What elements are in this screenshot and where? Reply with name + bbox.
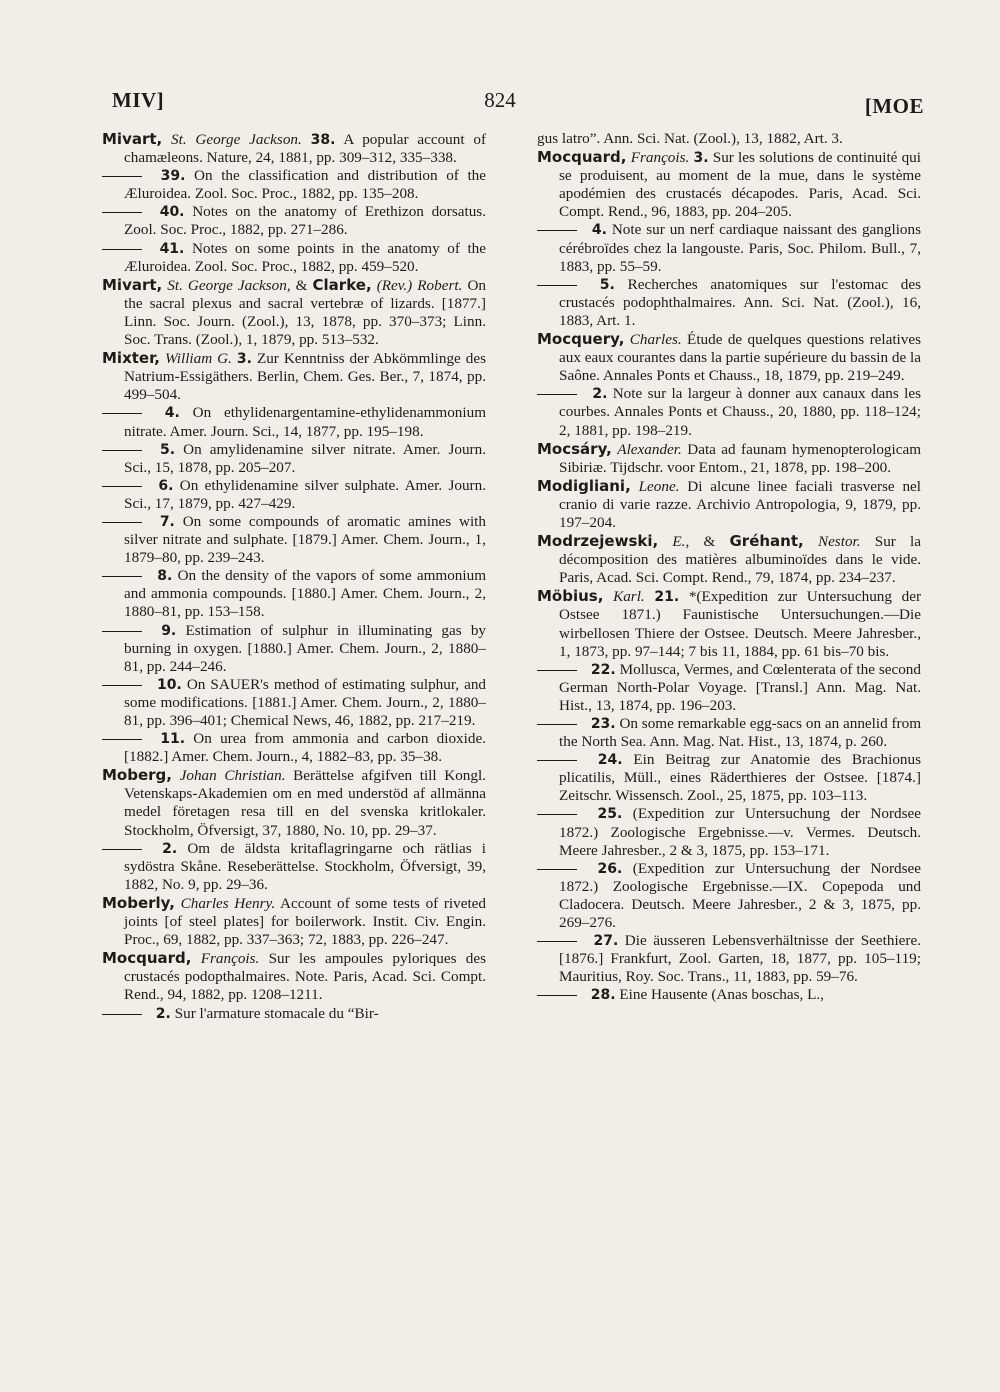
author-forename: William G. (164, 350, 232, 368)
author-name: Moberly, (102, 893, 175, 912)
ditto-dash (537, 670, 577, 671)
ditto-dash (102, 413, 142, 414)
coauthor-name: Clarke, (312, 275, 372, 294)
author-forename: Alexander. (617, 440, 682, 458)
sub-entry (537, 751, 921, 805)
bibliography-entry (537, 440, 921, 477)
left-column (102, 130, 486, 1023)
entry-number: 3. (693, 150, 709, 167)
sub-entry (102, 477, 486, 513)
ditto-dash (102, 450, 142, 451)
citation-text: On ethylidenargentamine-ethylidenammonium nitrate. Amer. Journ. Sci., 14, 1877, pp. 195–198. (124, 404, 487, 440)
citation-text: gus latro”. Ann. Sci. Nat. (Zool.), 13, 1882, Art. 3. (537, 130, 843, 147)
ditto-dash (537, 230, 577, 231)
entry-number: 8. (157, 568, 173, 585)
citation-text: Sur les ampoules pyloriques des crustacés podopthalmaires. Note. Paris, Acad. Sci. Compt. Rend., 94, 1882, pp. 1208–1211. (124, 950, 486, 1004)
entry-number: 5. (160, 441, 176, 458)
citation-text: On SAUER's method of estimating sulphur, and some modifications. [1881.] Amer. Chem. Journ., 2, 1880–81, pp. 396–401; Chemical News, 46, 1882, pp. 217–219. (124, 675, 487, 729)
entry-continuation (537, 130, 921, 148)
entry-number: 2. (162, 840, 178, 857)
citation-text: Notes on the anatomy of Erethizon dorsatus. Zool. Soc. Proc., 1882, pp. 271–286. (124, 203, 487, 239)
bibliography-entry (537, 148, 921, 221)
author-forename: Charles Henry. (180, 894, 276, 912)
entry-number: 7. (159, 513, 175, 530)
ditto-dash (102, 249, 142, 250)
sub-entry (102, 404, 486, 440)
entry-number: 39. (160, 168, 186, 185)
author-name: Möbius, (537, 587, 604, 606)
citation-text: On ethylidenamine silver sulphate. Amer. Journ. Sci., 17, 1879, pp. 427–429. (124, 476, 487, 512)
ditto-dash (102, 739, 142, 740)
entry-number: 10. (157, 676, 182, 693)
ditto-dash (537, 724, 577, 725)
author-forename: François. (200, 950, 260, 968)
author-forename: St. George Jackson. (171, 131, 302, 148)
ditto-dash (102, 631, 142, 632)
sub-entry (537, 805, 921, 859)
citation-text: On some remarkable egg-sacs on an annelid from the North Sea. Ann. Mag. Nat. Hist., 13, 1874, p. 260. (559, 715, 922, 751)
citation-text: Recherches anatomiques sur l'estomac des crustacés podophthalmaires. Ann. Sci. Nat. (Zool.), 16, 1883, Art. 1. (559, 275, 922, 329)
citation-text: On the density of the vapors of some ammonium and ammonia compounds. [1880.] Amer. Chem. Journ., 2, 1880–81, pp. 153–158. (124, 567, 487, 621)
author-name: Mocquery, (537, 330, 625, 349)
citation-text: Eine Hausente (Anas boschas, L., (619, 986, 824, 1004)
ditto-dash (537, 285, 577, 286)
citation-text: Data ad faunam hymenopterologicam Sibiriæ. Tijdschr. voor Entom., 21, 1878, pp. 198–200. (559, 440, 922, 476)
sub-entry (102, 203, 486, 239)
sub-entry (537, 221, 921, 275)
author-forename: Charles. (629, 331, 682, 349)
author-forename: Johan Christian. (179, 767, 286, 785)
entry-number: 38. (310, 132, 336, 148)
sub-entry (537, 932, 921, 986)
sub-entry (537, 860, 921, 932)
ditto-dash (102, 486, 142, 487)
author-forename: Karl. (613, 588, 645, 606)
bibliography-entry (537, 477, 921, 532)
entry-number: 2. (592, 386, 608, 403)
sub-entry (537, 715, 921, 751)
citation-text: A popular account of chamæleons. Nature, 24, 1881, pp. 309–312, 335–338. (124, 131, 486, 167)
entry-number: 22. (590, 661, 616, 678)
running-head-right: [MOE (864, 94, 924, 118)
citation-text: (Expedition zur Untersuchung der Nordsee 1872.) Zoologische Ergebnisse.—IX. Copepoda und Cladocera. Deutsch. Meere Jahresber., 2 & 3, 1875, pp. 269–276. (559, 859, 922, 932)
sub-entry (102, 441, 486, 477)
citation-text: Die äusseren Lebensverhältnisse der Seethiere. [1876.] Frankfurt, Zool. Garten, 18, 1877, pp. 105–119; Mauritius, Roy. Soc. Trans., 11, 1883, pp. 59–76. (559, 932, 922, 986)
bibliography-entry (102, 349, 486, 404)
entry-number: 4. (164, 405, 180, 422)
ditto-dash (537, 760, 577, 761)
sub-entry (102, 840, 486, 894)
ditto-dash (537, 869, 577, 870)
ditto-dash (537, 995, 577, 996)
sub-entry (537, 661, 921, 715)
author-joiner: & (295, 276, 308, 294)
entry-number: 41. (159, 240, 185, 257)
author-forename: St. George Jackson, (167, 276, 291, 294)
bibliography-entry (102, 949, 486, 1004)
entry-number: 23. (590, 716, 616, 732)
coauthor-forename: Nestor. (817, 533, 861, 551)
author-forename: Leone. (638, 477, 680, 495)
sub-entry (537, 385, 921, 439)
page-number: 824 (484, 88, 516, 112)
citation-text: Berättelse afgifven till Kongl. Vetenskaps-Akademien om en med understöd af allmänna medel företagen resa till en del svenska kritlokaler. Stockholm, Öfversigt, 37, 1880, No. 10, pp. 29–37. (124, 767, 487, 839)
entry-number: 5. (599, 276, 615, 293)
author-name: Mocquard, (537, 148, 627, 167)
bibliography-entry (102, 276, 486, 349)
coauthor-name: Gréhant, (729, 532, 804, 551)
entry-number: 28. (590, 987, 616, 1004)
sub-entry (102, 1005, 486, 1023)
citation-text: Étude de quelques questions relatives aux eaux courantes dans la partie supérieure du bassin de la Saône. Annales Ponts et Chauss., 18, 1879, pp. 219–249. (559, 331, 922, 385)
author-name: Moberg, (102, 766, 172, 785)
sub-entry (537, 276, 921, 330)
sub-entry (102, 167, 486, 203)
citation-text: Note sur un nerf cardiaque naissant des ganglions cérébroïdes chez la langouste. Paris, Soc. Philom. Bull., 7, 1883, pp. 55–59. (559, 221, 922, 275)
ditto-dash (102, 576, 142, 577)
entry-number: 6. (158, 477, 174, 494)
bibliography-entry (102, 766, 486, 839)
ditto-dash (537, 394, 577, 395)
entry-number: 25. (597, 806, 623, 823)
author-joiner: & (703, 533, 716, 551)
entry-number: 21. (654, 589, 680, 606)
entry-number: 3. (236, 351, 252, 368)
citation-text: On the classification and distribution of the Æluroidea. Zool. Soc. Proc., 1882, pp. 135–208. (124, 167, 487, 203)
sub-entry (102, 730, 486, 766)
ditto-dash (102, 212, 142, 213)
citation-text: Sur les solutions de continuité qui se produisent, au moment de la mue, dans le système apodémien des crustacés décapodes. Paris, Acad. Sci. Compt. Rend., 96, 1883, pp. 204–205. (559, 149, 921, 221)
citation-text: (Expedition zur Untersuchung der Nordsee 1872.) Zoologische Ergebnisse.—v. Vermes. Deutsch. Meere Jahresber., 2 & 3, 1875, pp. 153–171. (559, 805, 922, 859)
author-forename: E., (672, 533, 690, 551)
sub-entry (102, 513, 486, 567)
ditto-dash (102, 849, 142, 850)
citation-text: Di alcune linee faciali trasverse nel cranio di varie razze. Archivio Antropologia, 9, 1879, pp. 197–204. (559, 477, 922, 531)
bibliography-entry (102, 894, 486, 949)
entry-number: 24. (597, 752, 623, 769)
citation-text: On some compounds of aromatic amines with silver nitrate and sulphate. [1879.] Amer. Chem. Journ., 1, 1879–80, pp. 239–243. (124, 512, 486, 567)
entry-number: 27. (593, 933, 619, 950)
citation-text: *(Expedition zur Untersuchung der Ostsee 1871.) Faunistische Untersuchungen.—Die wirbellosen Thiere der Ostsee. Deutsch. Meere Jahresber., 1, 1873, pp. 97–144; 7 bis 11, 1884, pp. 61 bis–70 bis. (559, 588, 922, 660)
author-name: Mivart, (102, 275, 163, 294)
right-column (537, 130, 921, 1005)
ditto-dash (102, 522, 142, 523)
sub-entry (537, 986, 921, 1004)
citation-text: Notes on some points in the anatomy of the Æluroidea. Zool. Soc. Proc., 1882, pp. 459–520. (124, 239, 487, 275)
author-name: Mixter, (102, 349, 160, 368)
citation-text: Sur l'armature stomacale du “Bir- (174, 1004, 379, 1022)
ditto-dash (102, 685, 142, 686)
bibliography-entry (537, 330, 921, 385)
ditto-dash (102, 1014, 142, 1015)
citation-text: Mollusca, Vermes, and Cœlenterata of the second German North-Polar Voyage. [Transl.] Ann. Mag. Nat. Hist., 13, 1874, pp. 196–203. (559, 660, 921, 714)
author-name: Mocsáry, (537, 439, 612, 458)
sub-entry (102, 567, 486, 621)
entry-number: 4. (591, 222, 607, 239)
author-name: Mivart, (102, 130, 163, 148)
citation-text: Account of some tests of riveted joints [of steel plates] for boilerwork. Instit. Civ. Engin. Proc., 69, 1882, pp. 337–363; 72, 1883, pp. 226–247. (124, 894, 486, 949)
author-name: Modigliani, (537, 476, 631, 495)
bibliography-entry (537, 532, 921, 587)
entry-number: 2. (155, 1005, 171, 1022)
sub-entry (102, 622, 486, 676)
entry-number: 11. (160, 731, 186, 748)
citation-text: Zur Kenntniss der Abkömmlinge des Natrium-Essigäthers. Berlin, Chem. Ges. Ber., 7, 1874, pp. 499–504. (124, 350, 487, 404)
bibliography-entry (102, 130, 486, 167)
coauthor-forename: (Rev.) Robert. (376, 276, 463, 294)
bibliography-entry (537, 587, 921, 660)
entry-number: 9. (161, 622, 177, 639)
running-head-left: MIV] (112, 88, 165, 112)
author-name: Mocquard, (102, 949, 192, 968)
sub-entry (102, 676, 486, 730)
citation-text: On the sacral plexus and sacral vertebræ of lizards. [1877.] Linn. Soc. Journ. (Zool.), 13, 1878, pp. 370–373; Linn. Soc. Trans. (Zool.), 1, 1879, pp. 513–532. (124, 276, 486, 349)
ditto-dash (537, 814, 577, 815)
citation-text: Note sur la largeur à donner aux canaux dans les courbes. Annales Ponts et Chauss., 20, 1880, pp. 118–124; 2, 1881, pp. 198–219. (559, 385, 921, 439)
author-forename: François. (630, 149, 690, 167)
entry-number: 40. (159, 204, 185, 221)
entry-number: 26. (597, 860, 623, 877)
sub-entry (102, 240, 486, 276)
author-name: Modrzejewski, (537, 532, 659, 551)
citation-text: Ein Beitrag zur Anatomie des Brachionus plicatilis, Müll., eines Räderthieres der Ostsee. [1874.] Zeitschr. Wissensch. Zool., 25, 1875, pp. 103–113. (559, 751, 922, 805)
citation-text: Om de äldsta kritaflagringarne och rätlias i sydöstra Skåne. Reseberättelse. Stockholm, Öfversigt, 39, 1882, No. 9, pp. 29–36. (124, 839, 487, 893)
citation-text: Sur la décomposition des matières albuminoïdes dans le vide. Paris, Acad. Sci. Compt. Rend., 79, 1874, pp. 234–237. (559, 533, 922, 587)
citation-text: On urea from ammonia and carbon dioxide. [1882.] Amer. Chem. Journ., 4, 1882–83, pp. 35–38. (124, 730, 486, 766)
citation-text: Estimation of sulphur in illuminating gas by burning in oxygen. [1880.] Amer. Chem. Journ., 2, 1880–81, pp. 244–246. (124, 621, 487, 675)
ditto-dash (537, 941, 577, 942)
ditto-dash (102, 176, 142, 177)
citation-text: On amylidenamine silver nitrate. Amer. Journ. Sci., 15, 1878, pp. 205–207. (124, 440, 487, 476)
